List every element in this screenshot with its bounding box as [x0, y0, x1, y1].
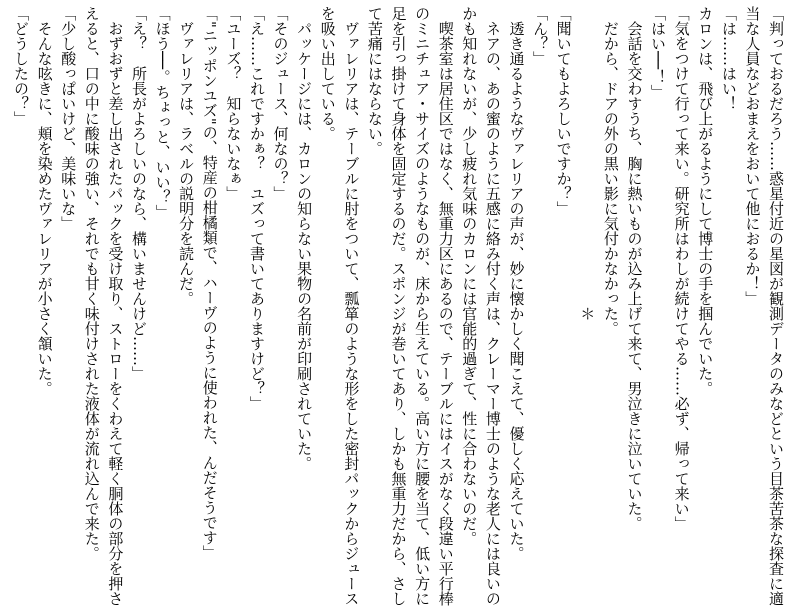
text-line: そんな呟きに、頬を染めたヴァレリアが小さく頷いた。: [35, 6, 54, 396]
text-line: 会話を交わすうち、胸に熱いものが込み上げて来て、男泣きに泣いていた。: [625, 6, 644, 531]
text-line: 「そのジュース、何なの？」: [271, 6, 290, 201]
text-line: 「え……これですかぁ？ ユズって書いてありますけど？」: [247, 6, 266, 411]
text-line: かも知れないが、少し疲れ気味のカロンには官能的過ぎて、性に合わないのだ。: [460, 6, 479, 546]
text-line: カロンは、飛び上がるようにして博士の手を掴んでいた。: [696, 6, 715, 396]
text-line: パッケージには、カロンの知らない果物の名前が印刷されていた。: [295, 6, 314, 471]
text-line: 「ほう──。ちょっと、いい？」: [153, 6, 172, 220]
text-line: ネアの、あの蜜のように五感に絡み付く声は、クレーマー博士のような老人には良いの: [483, 6, 502, 606]
text-line: 透き通るようなヴァレリアの声が、妙に懐かしく聞こえて、優しく応えていた。: [507, 6, 526, 561]
vertical-text-body: [7, 6, 787, 606]
text-line: 「判っておるだろう……惑星付近の星図が観測データのみなどという目茶苦茶な探査に適: [767, 6, 785, 606]
text-line: 「はい──！」: [649, 6, 668, 100]
text-line: 「気をつけて行って来い。研究所はわしが続けてやる……必ず、帰って来い」: [672, 6, 691, 531]
text-line: のミニチュア・サイズのようなものが、床から生えている。高い方に腰を当て、低い方に: [413, 6, 432, 606]
text-line: を吸い出している。: [318, 6, 337, 141]
text-line: 「は……はい！: [719, 6, 738, 111]
text-line: て苦痛にはならない。: [365, 6, 384, 156]
text-line: えると、口の中に酸味の強い、それでも甘く味付けされた液体が流れ込んで来た。: [82, 6, 101, 561]
text-line: だから、ドアの外の黒い影に気付かなかった。: [601, 6, 620, 336]
text-line: 「"ニッポンユズ"の、特産の柑橘類で、ハーヴのように使われた、んだそうです」: [200, 6, 219, 560]
text-line: 足を引っ掛けて身体を固定するのだ。スポンジが巻いてあり、しかも無重力だから、さし: [389, 6, 408, 606]
text-line: 「聞いてもよろしいですか？」: [554, 6, 573, 216]
text-line: ヴァレリアは、ラベルの説明分を読んだ。: [177, 6, 196, 306]
text-line: 「少し酸っぱいけど、美味いな」: [59, 6, 78, 231]
text-line: おずおずと差し出されたパックを受け取り、ストローをくわえて軽く胴体の部分を押さ: [106, 6, 125, 606]
text-line: 「どうしたの？」: [12, 6, 30, 126]
text-line: 「え？ 所長がよろしいのなら、構いませんけど……」: [129, 6, 148, 381]
text-line: 喫茶室は居住区ではなく、無重力区にあるので、テーブルにはイスがなく段違い平行棒: [436, 6, 455, 606]
section-separator: ＊: [578, 306, 597, 321]
text-line: ヴァレリアは、テーブルに肘をついて、瓢箪のような形をした密封パックからジュース: [342, 6, 361, 606]
text-line: 「ユーズ？ 知らないなぁ」: [224, 6, 243, 201]
text-line: 当な人員などおまえをおいて他におるか！」: [743, 6, 762, 306]
text-line: 「ん？」: [531, 6, 550, 66]
